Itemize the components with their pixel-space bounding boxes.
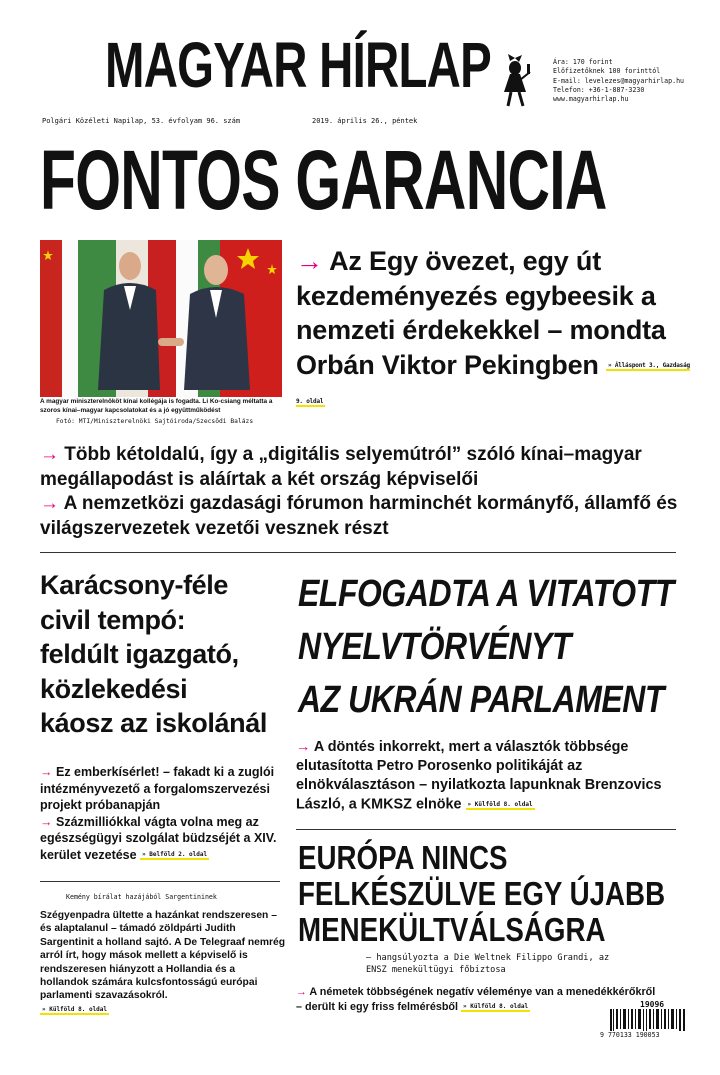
arrow-icon: →: [40, 814, 53, 829]
lead-photo: [40, 240, 282, 397]
masthead-date: 2019. április 26., péntek: [312, 117, 418, 125]
divider-left: [40, 881, 280, 882]
divider-top: [40, 552, 676, 553]
lead-text: [296, 244, 691, 420]
right-bullet: [296, 985, 658, 1014]
arrow-icon: →: [40, 444, 59, 465]
arrow-icon: →: [40, 765, 53, 779]
left-bullet-2-text: Százmilliókkal vágta volna meg az egészségügyi szolgálat büdzséjét a XIV. kerület vezetése: [40, 814, 277, 862]
masthead-title: MAGYAR HÍRLAP: [105, 29, 491, 101]
left-bullet-2: [40, 814, 280, 864]
left-bullet-1-text: Ez emberkísérlet! – fakadt ki a zuglói intézményvezető a forgalomszervezési projekt próbanapján: [40, 765, 275, 812]
barcode-icon: [610, 1009, 686, 1031]
left-headline: [40, 568, 290, 741]
right-headline-line: AZ UKRÁN PARLAMENT: [298, 679, 664, 721]
lead-bullets: [40, 443, 696, 541]
subscription-text: Előfizetőknek 100 forinttól: [553, 67, 661, 76]
right-bullet-text: A németek többségének negatív véleménye van a menedékkérőkről – derült ki egy friss felmérésből: [296, 986, 656, 1013]
right-story-ref: » Külföld 8. oldal: [467, 801, 533, 808]
right-headline-2: [298, 840, 718, 948]
right-story-text: [296, 738, 676, 814]
website-text: www.magyarhirlap.hu: [553, 95, 629, 104]
right-headline-line: ELFOGADTA A VITATOTT: [298, 573, 674, 615]
right-bullet-ref: » Külföld 8. oldal: [463, 1002, 529, 1010]
lead-bullet-1: [40, 443, 696, 492]
lead-bullet-2: [40, 492, 696, 541]
arrow-icon: →: [296, 986, 307, 998]
left-brief-kicker: Kemény bírálat hazájából Sargentininek: [66, 893, 217, 901]
main-headline: FONTOS GARANCIA: [40, 133, 607, 227]
right-headline-2-line: MENEKÜLTVÁLSÁGRA: [298, 911, 606, 948]
left-headline-line: Karácsony-féle: [40, 570, 228, 600]
left-headline-line: civil tempó:: [40, 604, 186, 635]
mascot-icon: [498, 52, 532, 110]
right-headline-2-line: EURÓPA NINCS: [298, 839, 508, 876]
email-text: E-mail: levelezes@magyarhirlap.hu: [553, 76, 685, 85]
lead-bullet-2-text: A nemzetközi gazdasági fórumon harminchét kormányfő, államfő és világszervezetek vezetői vesznek részt: [40, 493, 678, 539]
left-brief-ref: » Külföld 8. oldal: [42, 1005, 108, 1013]
price-text: Ára: 170 forint: [553, 58, 613, 66]
right-headline-2-line: FELKÉSZÜLVE EGY ÚJABB: [298, 875, 666, 912]
arrow-icon: →: [296, 739, 311, 755]
left-brief-body: Szégyenpadra ültette a hazánkat rendszeresen – és alaptalanul – támadó zöldpárti Judith Sargentinit a holland sajtó. A De Telegraaf nemrég arról írt, hogy mások mellett a képviselő is rendszeresen hiányzott a Hollandia és a hollandok számára kulcsfontosságú európai parlamenti szavazásokról.: [40, 910, 286, 1002]
photo-credit: Fotó: MTI/Miniszterelnöki Sajtóiroda/Szecsődi Balázs: [56, 418, 254, 425]
left-ref: » Belföld 2. oldal: [142, 850, 208, 858]
right-headline: [298, 568, 718, 727]
left-brief-text: [40, 909, 286, 1017]
barcode-number: 9 770133 190053: [600, 1031, 660, 1039]
divider-right: [296, 829, 676, 830]
left-bullet-1: [40, 764, 280, 814]
right-story-body: A döntés inkorrekt, mert a választók többsége elutasította Petro Porosenko politikáját az elnökválasztáson – nyilatkozta lapunknak Brenzovics László, a KMKSZ elnöke: [296, 739, 662, 813]
lead-bullet-1-text: Több kétoldalú, így a „digitális selyemútról” szóló kínai–magyar megállapodást is aláírtak a két ország képviselői: [40, 444, 642, 490]
left-headline-line: feldúlt igazgató,: [40, 639, 239, 669]
masthead-subtitle: Polgári Közéleti Napilap, 53. évfolyam 96. szám: [42, 117, 241, 125]
lead-text-body: Az Egy övezet, egy út kezdeményezés egybeesik a nemzeti érdekekkel – mondta Orbán Viktor Pekingben: [296, 246, 666, 380]
lead-ref: » Álláspont 3., Gazdaság 9. oldal: [296, 362, 690, 406]
left-headline-line: káosz az iskolánál: [40, 708, 267, 738]
left-headline-line: közlekedési: [40, 673, 188, 704]
phone-text: Telefon: +36-1-887-3230: [553, 85, 645, 94]
photo-caption: A magyar miniszterelnököt kínai kollégája is fogadta. Li Ko-csiang méltatta a szoros kínai–magyar kapcsolatokat és a jó együttműködést: [40, 398, 273, 414]
masthead-info: [553, 58, 684, 104]
right-headline-line: NYELVTÖRVÉNYT: [298, 626, 571, 668]
barcode-issue: 19096: [640, 1000, 665, 1009]
arrow-icon: →: [40, 493, 59, 514]
right-quote: – hangsúlyozta a Die Weltnek Filippo Grandi, az ENSZ menekültügyi főbiztosa: [366, 953, 610, 975]
left-bullets: [40, 764, 280, 863]
arrow-icon: →: [296, 246, 323, 276]
